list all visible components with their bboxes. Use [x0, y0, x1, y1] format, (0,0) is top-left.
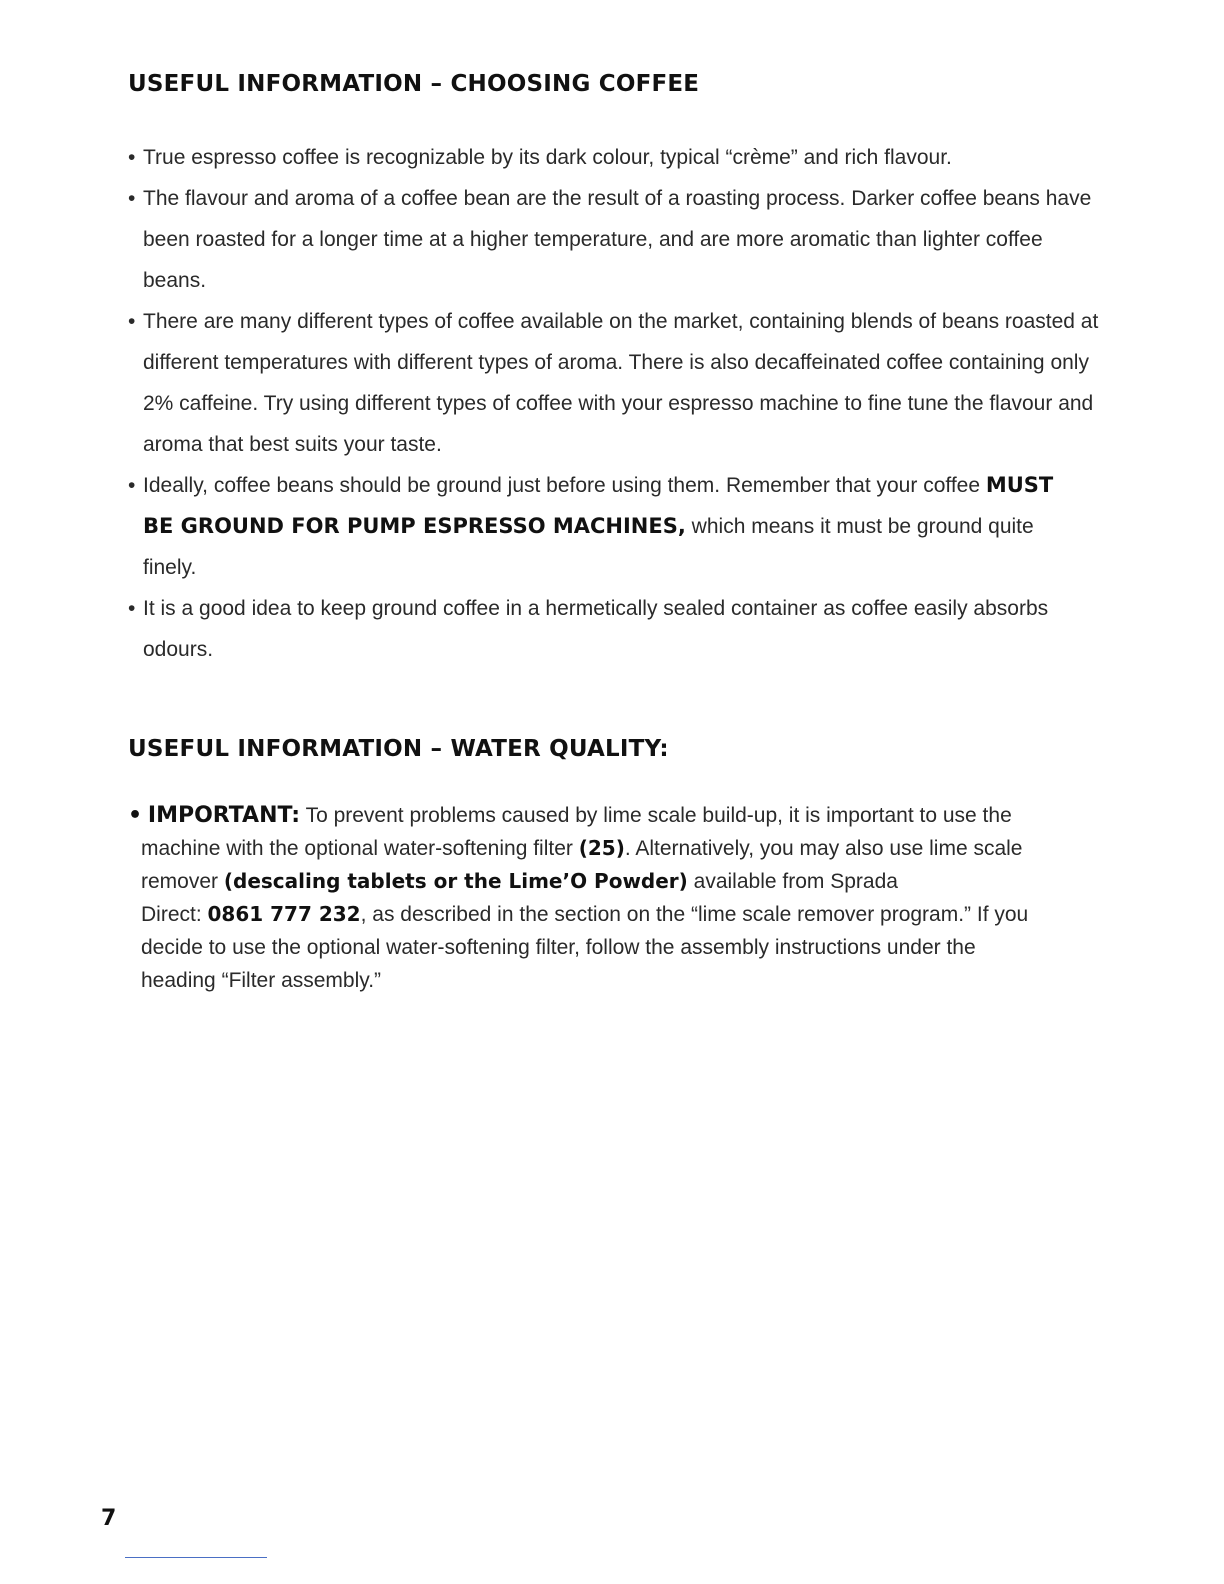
- list-item-text: There are many different types of coffee available on the market, containing blends of beans roasted at different temperatures with different types of aroma. There is also decaffeinated coffee containing only 2% caffeine. Try using different types of coffee with your espresso machine to fine tune the flavour and aroma that best suits your taste.: [143, 310, 1099, 456]
- paragraph-text: available from Sprada: [687, 870, 898, 893]
- list-item: [128, 178, 1103, 301]
- paragraph-text: To prevent problems caused by lime scale build-up, it is important to use the: [300, 804, 1012, 827]
- list-item: [128, 137, 1118, 178]
- paragraph-text: . Alternatively, you may also use lime scale: [624, 837, 1023, 860]
- water-quality-paragraph: [128, 799, 1028, 997]
- paragraph-line: [128, 832, 1028, 865]
- paragraph-text: decide to use the optional water-softening filter, follow the assembly instructions under the: [141, 936, 976, 959]
- list-item: [128, 465, 1058, 588]
- filter-reference: (25): [578, 836, 625, 860]
- section-heading-choosing-coffee: USEFUL INFORMATION – CHOOSING COFFEE: [128, 71, 700, 97]
- bullet-icon: •: [128, 146, 136, 169]
- page-number: 7: [101, 1506, 117, 1531]
- list-item-text: It is a good idea to keep ground coffee in a hermetically sealed container as coffee easily absorbs odours.: [143, 597, 1049, 661]
- bullet-icon: •: [128, 597, 136, 620]
- paragraph-line: [128, 964, 1028, 997]
- bullet-icon: •: [128, 474, 136, 497]
- paragraph-text: machine with the optional water-softening filter: [141, 837, 579, 860]
- phone-number: 0861 777 232: [207, 902, 361, 926]
- footer-divider: [125, 1557, 267, 1558]
- list-item-text: True espresso coffee is recognizable by its dark colour, typical “crème” and rich flavour.: [143, 146, 952, 169]
- bullet-icon: •: [128, 310, 136, 333]
- paragraph-line: [128, 931, 1028, 964]
- paragraph-line: [128, 865, 1028, 898]
- paragraph-line: [128, 799, 1028, 832]
- paragraph-text: Direct:: [141, 903, 208, 926]
- important-label: IMPORTANT:: [147, 803, 301, 828]
- paragraph-text: remover: [141, 870, 224, 893]
- bullet-icon: •: [128, 187, 136, 210]
- list-item-text-before: Ideally, coffee beans should be ground just before using them. Remember that your coffee: [143, 474, 986, 497]
- emphasis-text: MUST BE GROUND FOR PUMP ESPRESSO MACHINES,: [143, 473, 1054, 538]
- list-item-text: The flavour and aroma of a coffee bean are the result of a roasting process. Darker coffee beans have been roasted for a longer time at a higher temperature, and are more aromatic than lighter coffee beans.: [143, 187, 1092, 292]
- paragraph-text: , as described in the section on the “lime scale remover program.” If you: [360, 903, 1029, 926]
- list-item-text-after: which means it must be ground quite finely.: [143, 515, 1034, 579]
- remover-reference: (descaling tablets or the Lime’O Powder): [223, 869, 688, 893]
- list-item: [128, 301, 1118, 465]
- list-item: [128, 588, 1083, 670]
- paragraph-text: heading “Filter assembly.”: [141, 969, 382, 992]
- section-heading-water-quality: USEFUL INFORMATION – WATER QUALITY:: [128, 736, 669, 762]
- coffee-tips-list: [128, 137, 1118, 670]
- paragraph-line: [128, 898, 1028, 931]
- bullet-icon: •: [128, 803, 143, 828]
